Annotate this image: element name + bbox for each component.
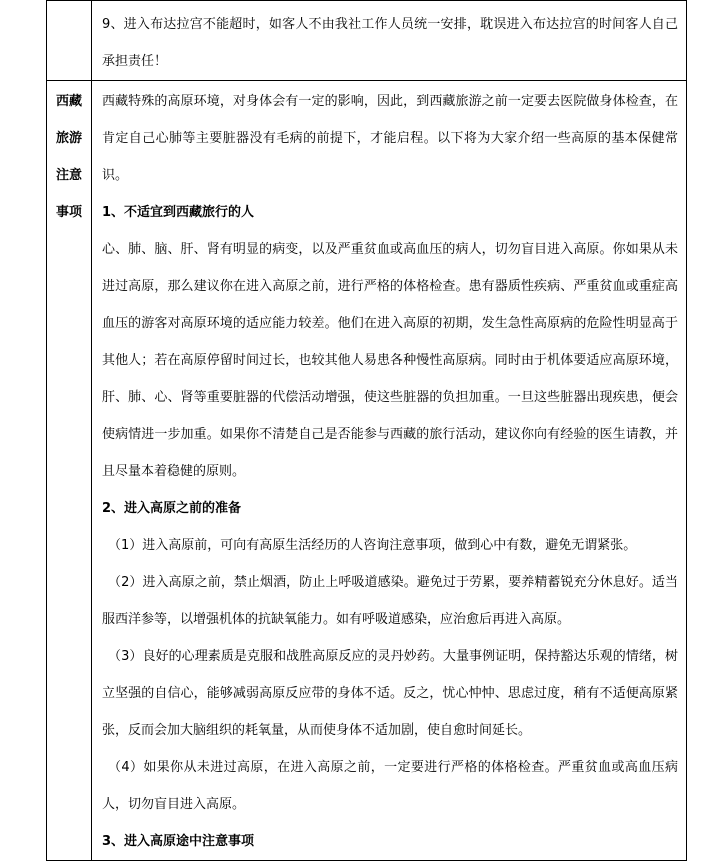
section-heading: 1、不适宜到西藏旅行的人 xyxy=(102,205,255,220)
row-content-cell xyxy=(92,1,687,81)
row-label-line: 西藏 xyxy=(55,94,82,109)
row-label-cell xyxy=(47,81,92,861)
row-label-cell xyxy=(47,1,92,81)
notes-table xyxy=(46,0,687,861)
row-label-line: 旅游 xyxy=(55,131,82,146)
row-label-line: 注意 xyxy=(55,168,82,183)
list-item: （4）如果你从未进过高原，在进入高原之前，一定要进行严格的体格检查。严重贫血或高血压病人，切勿盲目进入高原。 xyxy=(102,760,678,812)
list-item: （1）进入高原前，可向有高原生活经历的人咨询注意事项，做到心中有数，避免无谓紧张。 xyxy=(108,538,637,553)
section-paragraph: 心、肺、脑、肝、肾有明显的病变，以及严重贫血或高血压的病人，切勿盲目进入高原。你如果从未进过高原，那么建议你在进入高原之前，进行严格的体格检查。患有器质性疾病、严重贫血或重症高血压的游客对高原环境的适应能力较差。他们在进入高原的初期，发生急性高原病的危险性明显高于其他人；若在高原停留时间过长，也较其他人易患各种慢性高原病。同时由于机体要适应高原环境，肝、肺、心、肾等重要脏器的代偿活动增强，使这些脏器的负担加重。一旦这些脏器出现疾患，便会使病情进一步加重。如果你不清楚自己是否能参与西藏的旅行活动，建议你向有经验的医生请教，并且尽量本着稳健的原则。 xyxy=(102,242,678,479)
table-row xyxy=(47,81,687,861)
table-row xyxy=(47,1,687,81)
section-heading: 2、进入高原之前的准备 xyxy=(102,501,242,516)
intro-paragraph: 西藏特殊的高原环境，对身体会有一定的影响，因此，到西藏旅游之前一定要去医院做身体检查，在肯定自己心肺等主要脏器没有毛病的前提下，才能启程。以下将为大家介绍一些高原的基本保健常识。 xyxy=(102,94,678,183)
row-label-line: 事项 xyxy=(55,205,82,220)
note-paragraph: 9、进入布达拉宫不能超时，如客人不由我社工作人员统一安排，耽误进入布达拉宫的时间客人自己承担责任！ xyxy=(102,17,678,69)
list-item: （2）进入高原之前，禁止烟酒，防止上呼吸道感染。避免过于劳累，要养精蓄锐充分休息好。适当服西洋参等，以增强机体的抗缺氧能力。如有呼吸道感染，应治愈后再进入高原。 xyxy=(102,575,678,627)
row-content-cell xyxy=(92,81,687,861)
list-item: （3）良好的心理素质是克服和战胜高原反应的灵丹妙药。大量事例证明，保持豁达乐观的情绪，树立坚强的自信心，能够减弱高原反应带的身体不适。反之，忧心忡忡、思虑过度，稍有不适便高原紧张，反而会加大脑组织的耗氧量，从而使身体不适加剧，使自愈时间延长。 xyxy=(102,649,678,738)
section-heading: 3、进入高原途中注意事项 xyxy=(102,834,255,849)
